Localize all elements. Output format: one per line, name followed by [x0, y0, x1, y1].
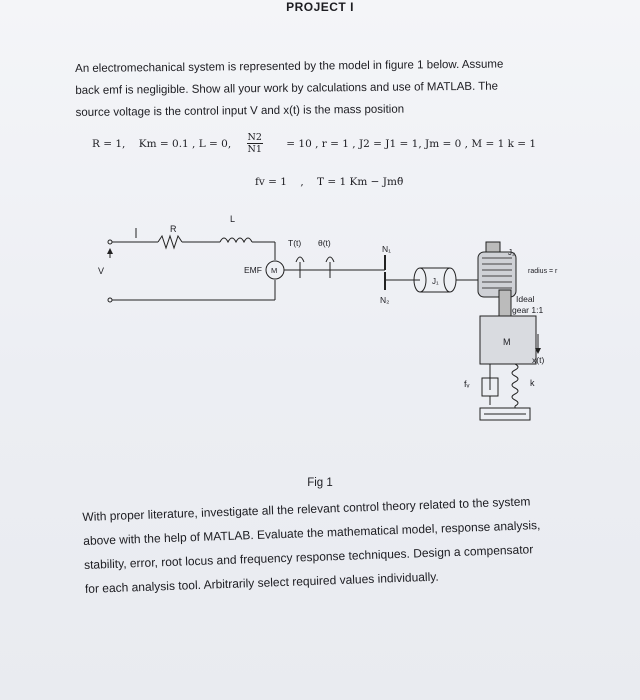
label-n2: N₂ [380, 295, 390, 305]
label-gear-ratio: gear 1:1 [512, 305, 544, 315]
label-damper: fᵥ [464, 379, 470, 389]
label-j2: J₂ [508, 248, 516, 257]
inductor-symbol [220, 238, 252, 242]
label-mass: M [503, 337, 511, 347]
label-n1: N₁ [382, 244, 392, 254]
label-emf: EMF [244, 265, 262, 275]
gear-ratio-fraction [247, 132, 273, 155]
param-fv: fv = 1 [255, 176, 287, 188]
task-line: for each analysis tool. Arbitrarily select required values individually. [84, 569, 439, 596]
system-diagram [0, 200, 640, 450]
parameter-line-2 [255, 176, 413, 188]
spring-symbol [512, 364, 518, 406]
label-torque: T(t) [288, 238, 302, 248]
intro-line: source voltage is the control input V and x(t) is the mass position [75, 103, 405, 119]
label-ideal: Ideal [516, 294, 535, 304]
task-paragraph [82, 487, 605, 601]
intro-line: back emf is negligible. Show all your work by calculations and use of MATLAB. The [75, 80, 499, 97]
gear-ratio-denominator: N1 [247, 144, 262, 155]
label-v: V [98, 266, 105, 276]
parameter-line-1 [92, 132, 546, 155]
resistor-symbol [158, 236, 182, 248]
label-theta: θ(t) [318, 238, 331, 248]
param-rest: = 10 , r = 1 , J2 = J1 = 1, Jm = 0 , M = 1 k = 1 [286, 137, 537, 150]
label-position: x(t) [532, 355, 545, 365]
intro-line: An electromechanical system is represented by the model in figure 1 below. Assume [75, 58, 504, 75]
theta-arrow-icon [326, 257, 334, 262]
gear-ratio-numerator: N2 [247, 132, 262, 143]
torque-arrow-icon [296, 257, 304, 262]
rack [499, 290, 511, 316]
task-line: stability, error, root locus and frequency response techniques. Design a compensator [83, 542, 534, 572]
param-sep: , [300, 176, 304, 188]
intro-paragraph [75, 53, 576, 124]
param-torque: T = 1 Km − Jmθ̈ [317, 176, 404, 188]
label-r: R [170, 224, 177, 234]
label-j1: J₁ [432, 277, 439, 286]
figure-caption: Fig 1 [307, 477, 333, 489]
param-resistance: R = 1, [92, 137, 126, 150]
task-line: above with the help of MATLAB. Evaluate the mathematical model, response analysis, [83, 518, 541, 548]
label-spring: k [530, 378, 535, 388]
label-l: L [230, 214, 236, 224]
label-motor: M [271, 266, 278, 275]
task-line: With proper literature, investigate all the relevant control theory related to the system [82, 494, 531, 524]
project-title: PROJECT I [286, 0, 354, 14]
param-km-l: Km = 0.1 , L = 0, [138, 137, 232, 150]
label-radius: radius = r [528, 268, 558, 275]
